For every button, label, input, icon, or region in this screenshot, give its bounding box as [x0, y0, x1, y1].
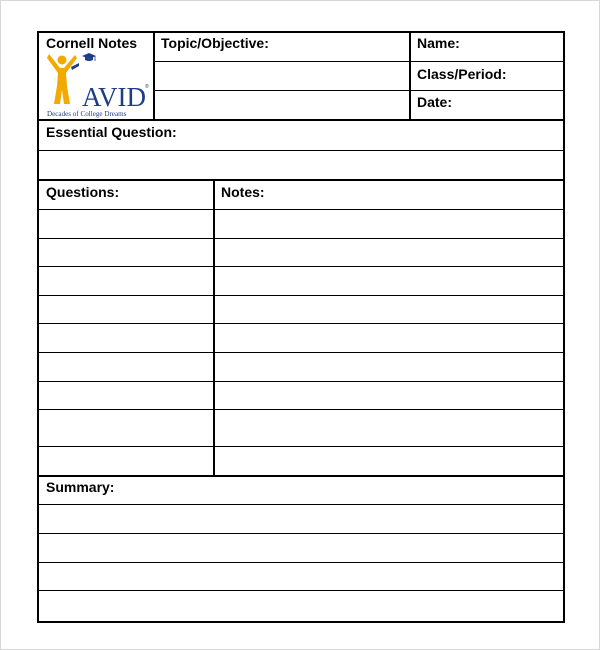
- name-label: Name:: [417, 35, 460, 51]
- notes-column[interactable]: [215, 210, 563, 475]
- graduation-cap-icon: [82, 53, 96, 61]
- name-field[interactable]: [490, 33, 563, 61]
- notes-label: Notes:: [221, 184, 265, 200]
- notes-bottom-border: [39, 475, 563, 477]
- notes-row-rule: [39, 295, 563, 296]
- topic-objective-label: Topic/Objective:: [161, 35, 269, 51]
- cornell-notes-title: Cornell Notes: [46, 35, 138, 51]
- summary-field[interactable]: [39, 505, 563, 621]
- notes-row-rule: [39, 352, 563, 353]
- summary-row-rule: [39, 504, 563, 505]
- class-period-label: Class/Period:: [417, 66, 507, 82]
- header-divider-right: [409, 33, 411, 121]
- date-field[interactable]: [455, 91, 563, 119]
- date-label: Date:: [417, 94, 453, 110]
- notes-row-rule: [39, 446, 563, 447]
- summary-label: Summary:: [46, 479, 115, 495]
- notes-row-rule: [39, 409, 563, 410]
- notes-row-rule: [39, 323, 563, 324]
- header-rule: [155, 90, 563, 91]
- avid-wordmark: AVID: [82, 82, 147, 112]
- notes-row-rule: [39, 381, 563, 382]
- questions-label: Questions:: [46, 184, 120, 200]
- person-figure-icon: [47, 54, 79, 104]
- notes-row-rule: [39, 238, 563, 239]
- summary-row-rule: [39, 562, 563, 563]
- header-rule: [155, 61, 563, 62]
- class-period-field[interactable]: [505, 62, 563, 90]
- avid-tagline: Decades of College Dreams: [47, 110, 127, 118]
- header-divider-left: [153, 33, 155, 121]
- notes-row-rule: [39, 209, 563, 210]
- essential-question-label: Essential Question:: [46, 124, 177, 140]
- essential-question-field[interactable]: [39, 151, 563, 179]
- summary-row-rule: [39, 533, 563, 534]
- essential-question-rule: [39, 150, 563, 151]
- essential-question-bottom-border: [39, 179, 563, 181]
- avid-logo: [46, 52, 150, 120]
- notes-row-rule: [39, 266, 563, 267]
- registered-mark: ®: [145, 84, 149, 90]
- questions-column[interactable]: [39, 210, 213, 475]
- summary-row-rule: [39, 590, 563, 591]
